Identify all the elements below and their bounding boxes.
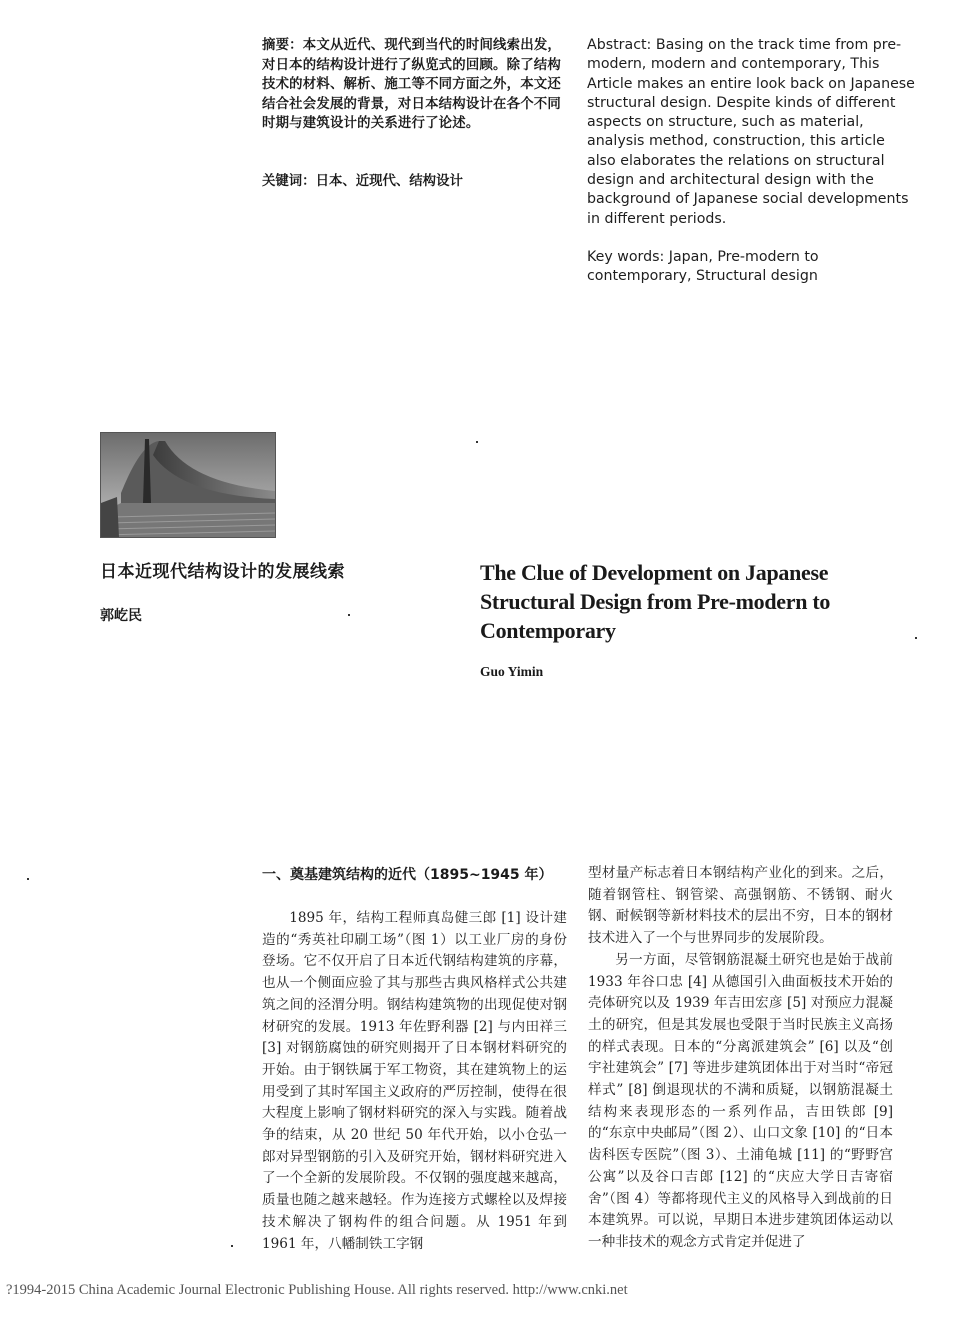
stadium-photo-illustration	[101, 433, 275, 537]
cn-abstract	[262, 36, 570, 134]
cn-abstract-text: 本文从近代、现代到当代的时间线索出发，对日本的结构设计进行了纵览式的回顾。除了结构技术的材料、解析、施工等不同方面之外，本文还结合社会发展的背景，对日本结构设计在各个不同时期与建筑设计的关系进行了论述。	[262, 38, 562, 132]
en-keywords: Key words: Japan, Pre-modern to contemporary, Structural design	[587, 249, 819, 285]
paragraph: 1895 年，结构工程师真岛健三郎 [1] 设计建造的“秀英社印刷工场”（图 1）以工业厂房的身份登场。它不仅开启了日本近代钢结构建筑的序幕，也从一个侧面应验了其与那些古典风格样式公共建筑之间的泾渭分明。钢结构建筑物的出现促使对钢材研究的发展。1913 年佐野利器 [2] 与内田祥三 [3] 对钢筋腐蚀的研究则揭开了日本钢材料研究的开始。由于钢铁属于军工物资，其在建筑物上的运用受到了其时军国主义政府的严厉控制，使得在很大程度上影响了钢材料研究的深入与实践。随着战争的结束，从 20 世纪 50 年代开始，以小仓弘一郎对异型钢筋的引入及研究开始，钢材料研究进入了一个全新的发展阶段。不仅钢的强度越来越高，质量也随之越来越轻。作为连接方式螺栓以及焊接技术解决了钢构件的组合问题。从 1951 年到 1961 年，八幡制铁工字钢	[262, 910, 567, 1252]
cn-author: 郭屹民	[100, 608, 142, 624]
body-column-left	[262, 908, 567, 1255]
en-author: Guo Yimin	[480, 664, 544, 679]
speck	[348, 614, 350, 616]
figure-photo-stadium	[100, 432, 276, 538]
paragraph: 另一方面，尽管钢筋混凝土研究也是始于战前 1933 年谷口忠 [4] 从德国引入曲面板技术开始的壳体研究以及 1939 年吉田宏彦 [5] 对预应力混凝土的研究，但是其发展也受限于当时民族主义高扬的样式表现。日本的“分离派建筑会” [6] 以及“创宇社建筑会” [7] 等进步建筑团体出于对当时“帝冠样式” [8] 倒退现状的不满和质疑，以钢筋混凝土结构来表现形态的一系列作品，吉田铁郎 [9] 的“东京中央邮局”（图 2）、山口文象 [10] 的“日本齿科医专医院”（图 3）、土浦龟城 [11] 的“野野宫公寓”以及谷口吉郎 [12] 的“庆应大学日吉寄宿舍”（图 4）等都将现代主义的风格导入到战前的日本建筑界。可以说，早期日本进步建筑团体运动以一种非技术的观念方式肯定并促进了	[588, 951, 893, 1250]
body-column-right	[588, 863, 893, 1254]
cn-keywords	[262, 172, 570, 192]
speck	[27, 878, 29, 880]
en-title: The Clue of Development on Japanese Structural Design from Pre-modern to Contemporary	[480, 560, 831, 643]
speck	[476, 441, 478, 443]
cn-abstract-label: 摘要：	[262, 38, 303, 53]
cn-keywords-label: 关键词：	[262, 174, 316, 189]
cn-keywords-text: 日本、近现代、结构设计	[315, 174, 463, 189]
en-abstract: Abstract: Basing on the track time from pre-modern, modern and contemporary, This Article makes an entire look back on Japanese structural design. Despite kinds of different aspects on structure, such as material, analysis method, construction, this article also elaborates the relations on structural design and architectural design with the background of Japanese social developments in different periods.	[587, 37, 915, 227]
cn-title: 日本近现代结构设计的发展线索	[100, 562, 345, 582]
speck	[915, 637, 917, 639]
section-heading: 一、奠基建筑结构的近代（1895~1945 年）	[262, 867, 553, 883]
copyright-footer: ?1994-2015 China Academic Journal Electronic Publishing House. All rights reserved. http://www.cnki.net	[6, 1282, 628, 1298]
paragraph: 型材量产标志着日本钢结构产业化的到来。之后，随着钢管柱、钢管梁、高强钢筋、不锈钢、耐火钢、耐候钢等新材料技术的层出不穷，日本的钢材技术进入了一个与世界同步的发展阶段。	[588, 865, 893, 947]
speck	[231, 1245, 233, 1247]
